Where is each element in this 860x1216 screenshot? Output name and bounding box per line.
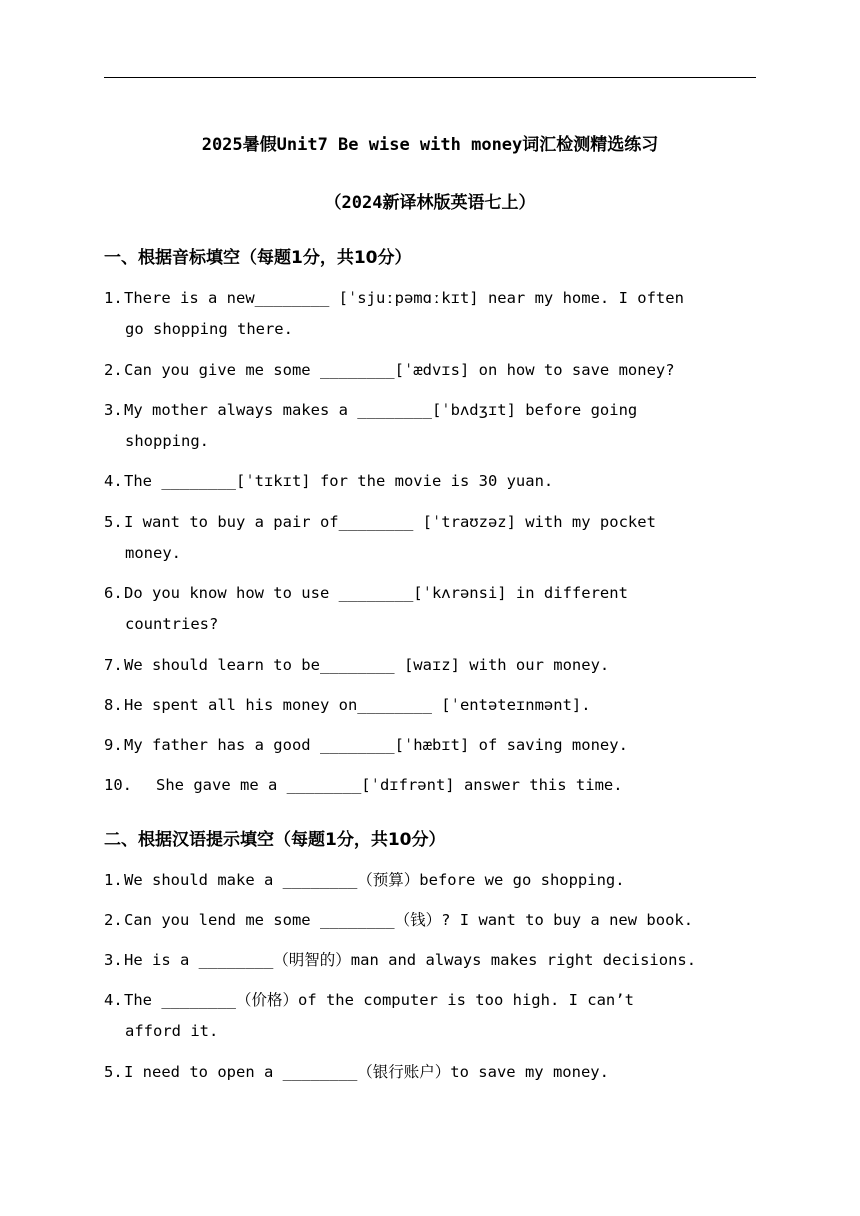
question-number: 7.: [104, 656, 123, 674]
s1-question-3: [104, 395, 764, 457]
question-text-cont: money.: [125, 544, 181, 562]
question-number: 1.: [104, 289, 123, 307]
question-text: The ________（价格）of the computer is too high. I can’t: [124, 991, 634, 1009]
s1-question-4: [104, 466, 764, 497]
question-text: We should learn to be________ [waɪz] with our money.: [124, 656, 610, 674]
question-text: She gave me a ________[ˈdɪfrənt] answer this time.: [156, 776, 623, 794]
question-number: 2.: [104, 911, 123, 929]
question-number: 3.: [104, 951, 123, 969]
section2-heading: 二、根据汉语提示填空（每题1分，共10分）: [104, 830, 446, 850]
question-number: 3.: [104, 401, 123, 419]
s2-question-3: [104, 945, 784, 976]
question-text: He spent all his money on________ [ˈentəteɪnmənt].: [124, 696, 591, 714]
question-text-cont: countries?: [125, 615, 219, 633]
question-text: There is a new________ [ˈsjuːpəmɑːkɪt] near my home. I often: [124, 289, 684, 307]
question-text-cont: afford it.: [125, 1022, 219, 1040]
s1-question-7: [104, 650, 764, 681]
section1-heading: 一、根据音标填空（每题1分，共10分）: [104, 248, 412, 268]
question-number: 9.: [104, 736, 123, 754]
question-number: 6.: [104, 584, 123, 602]
question-number: 4.: [104, 472, 123, 490]
doc-subtitle: （2024新译林版英语七上）: [324, 193, 536, 213]
question-text: He is a ________（明智的）man and always makes right decisions.: [124, 951, 697, 969]
question-number: 8.: [104, 696, 123, 714]
question-number: 2.: [104, 361, 123, 379]
question-number: 5.: [104, 513, 123, 531]
s1-question-5: [104, 507, 764, 569]
doc-title: 2025暑假Unit7 Be wise with money词汇检测精选练习: [201, 135, 659, 155]
s1-question-2: [104, 355, 764, 386]
s1-question-6: [104, 578, 764, 640]
question-text: Do you know how to use ________[ˈkʌrənsi] in different: [124, 584, 628, 602]
s1-question-1: [104, 283, 764, 345]
s1-question-8: [104, 690, 764, 721]
s1-question-9: [104, 730, 764, 761]
question-text: We should make a ________（预算）before we go shopping.: [124, 871, 625, 889]
s2-question-4: [104, 985, 764, 1047]
question-text-cont: go shopping there.: [125, 320, 293, 338]
question-number: 5.: [104, 1063, 123, 1081]
s2-question-5: [104, 1057, 764, 1088]
question-text: Can you give me some ________[ˈædvɪs] on how to save money?: [124, 361, 675, 379]
question-number: 1.: [104, 871, 123, 889]
question-text: The ________[ˈtɪkɪt] for the movie is 30 yuan.: [124, 472, 554, 490]
question-text: I want to buy a pair of________ [ˈtraʊzəz] with my pocket: [124, 513, 656, 531]
header-rule: [104, 77, 756, 78]
question-number: 10.: [104, 776, 132, 794]
question-text: Can you lend me some ________（钱）? I want to buy a new book.: [124, 911, 694, 929]
question-text: My mother always makes a ________[ˈbʌdʒɪt] before going: [124, 401, 638, 419]
question-text: My father has a good ________[ˈhæbɪt] of saving money.: [124, 736, 628, 754]
question-text: I need to open a ________（银行账户）to save my money.: [124, 1063, 609, 1081]
s2-question-1: [104, 865, 764, 896]
question-text-cont: shopping.: [125, 432, 209, 450]
s2-question-2: [104, 905, 764, 936]
s1-question-10: [104, 770, 764, 801]
question-number: 4.: [104, 991, 123, 1009]
